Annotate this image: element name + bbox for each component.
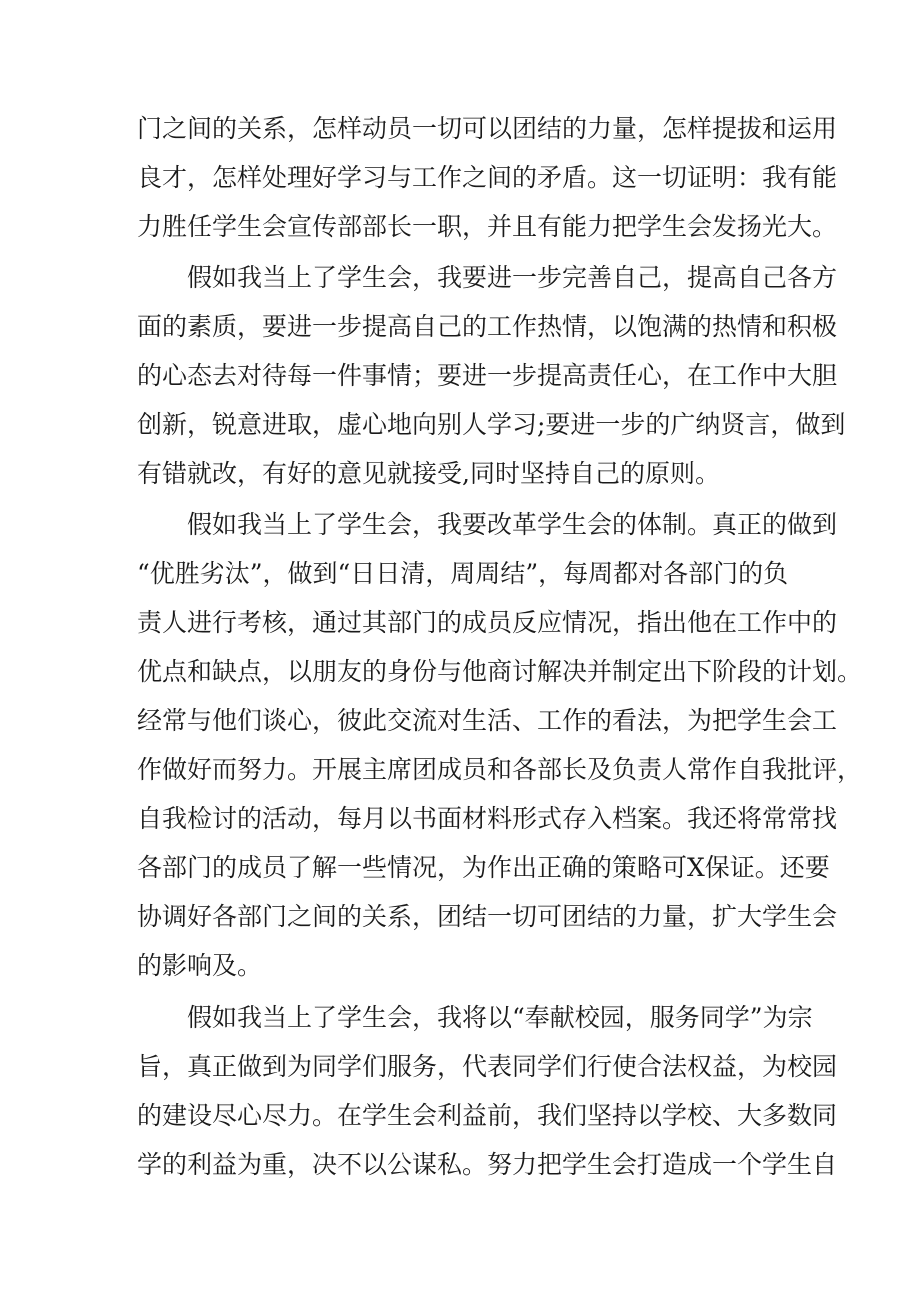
text-line: 优点和缺点，以朋友的身份与他商讨解决并制定出下阶段的计划。 (137, 657, 863, 686)
text-line: 的影响及。 (137, 951, 263, 980)
text-line: 各部门的成员了解一些情况，为作出正确的策略可X保证。还要 (137, 853, 830, 882)
text-line: 协调好各部门之间的关系，团结一切可团结的力量，扩大学生会 (137, 902, 838, 931)
text-line: 力胜任学生会宣传部部长一职，并且有能力把学生会发扬光大。 (137, 212, 838, 241)
text-line: 假如我当上了学生会，我要改革学生会的体制。真正的做到 (187, 510, 838, 539)
text-line: 假如我当上了学生会，我要进一步完善自己，提高自己各方 (187, 263, 838, 292)
text-line: 面的素质，要进一步提高自己的工作热情，以饱满的热情和积极 (137, 312, 838, 341)
text-line: 的心态去对待每一件事情；要进一步提高责任心，在工作中大胆 (137, 361, 838, 390)
text-line: 有错就改，有好的意见就接受,同时坚持自己的原则。 (137, 459, 720, 488)
text-line: 自我检讨的活动，每月以书面材料形式存入档案。我还将常常找 (137, 804, 838, 833)
text-line: 学的利益为重，决不以公谋私。努力把学生会打造成一个学生自 (137, 1150, 838, 1179)
text-line: 经常与他们谈心，彼此交流对生活、工作的看法，为把学生会工 (137, 706, 838, 735)
text-line: 创新，锐意进取，虚心地向别人学习;要进一步的广纳贤言，做到 (137, 410, 846, 439)
text-line: 门之间的关系，怎样动员一切可以团结的力量，怎样提拔和运用 (137, 114, 838, 143)
text-line: 责人进行考核，通过其部门的成员反应情况，指出他在工作中的 (137, 608, 838, 637)
text-line: 作做好而努力。开展主席团成员和各部长及负责人常作自我批评， (137, 755, 863, 784)
text-line: 假如我当上了学生会，我将以“奉献校园，服务同学”为宗 (187, 1003, 813, 1032)
text-line: 良才，怎样处理好学习与工作之间的矛盾。这一切证明：我有能 (137, 163, 838, 192)
text-line: 的建设尽心尽力。在学生会利益前，我们坚持以学校、大多数同 (137, 1101, 838, 1130)
text-line: 旨，真正做到为同学们服务，代表同学们行使合法权益，为校园 (137, 1052, 838, 1081)
text-line: “优胜劣汰”，做到“日日清，周周结”，每周都对各部门的负 (137, 559, 789, 588)
